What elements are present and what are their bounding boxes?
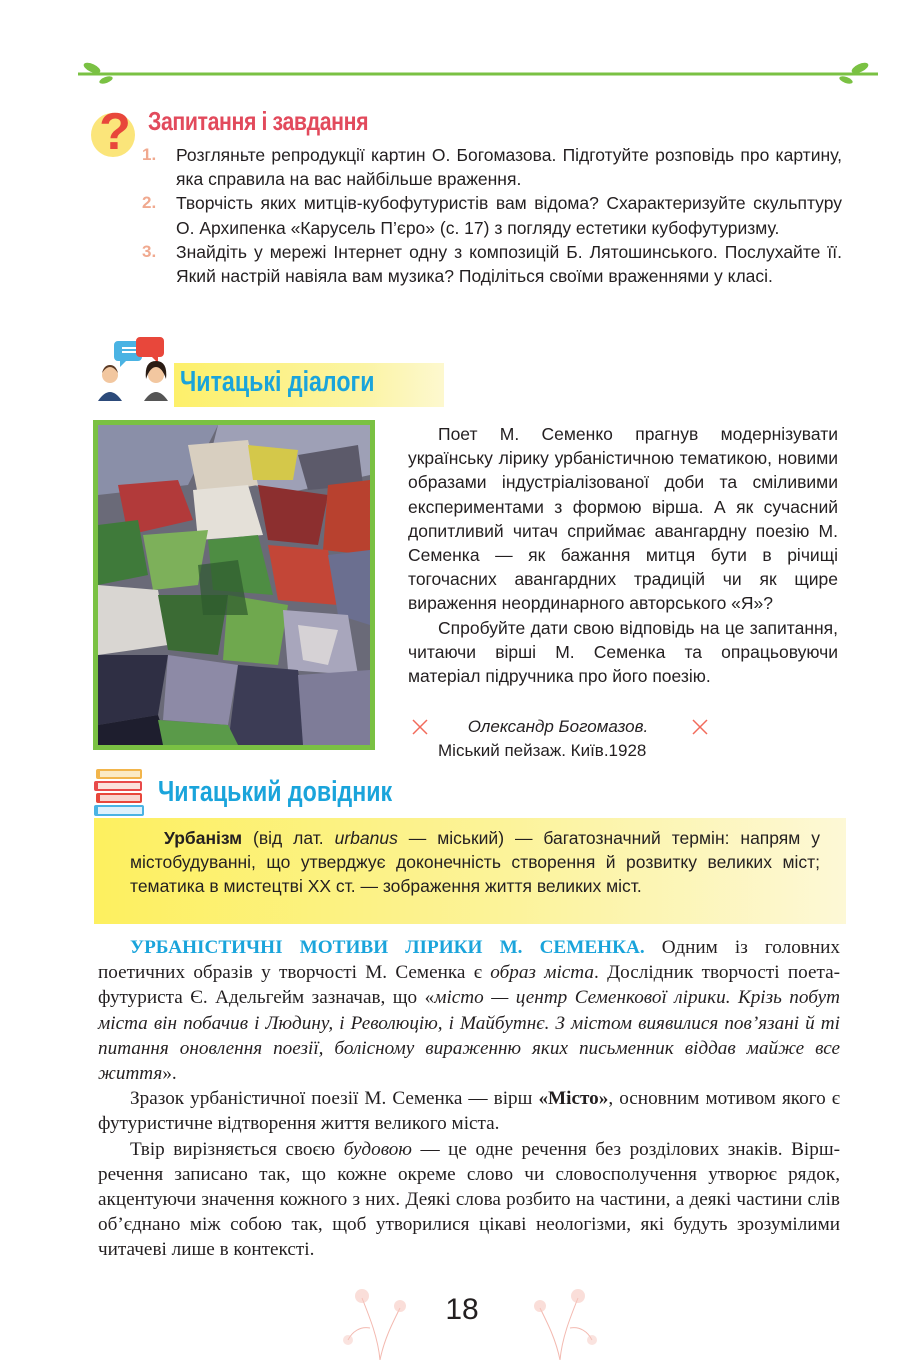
reference-text-part: (від лат. bbox=[242, 828, 335, 848]
question-item bbox=[142, 191, 842, 239]
caption-author: Олександр Богомазов. bbox=[467, 717, 649, 736]
flower-icon bbox=[340, 1268, 420, 1360]
emphasis: будовою bbox=[343, 1138, 412, 1160]
question-text: Розгляньте репродукції картин О. Богомазова. Підготуйте розповідь про картину, яка справила на вас найбільше враження. bbox=[176, 145, 842, 190]
painting-caption bbox=[408, 715, 718, 763]
dialogues-paragraph: Поет М. Семенко прагнув модернізувати українську лірику урбаністичною тематикою, новими образами індустріалізованої доби та сміливими експериментами з формою вірша. А як сучасний допитливий читач сприймає авангардну поезію М. Семенка — як бажання митця бути в річищі тогочасних авангардних традицій чи як щире вираження неординарного авторського «Я»? bbox=[408, 424, 838, 614]
cross-icon bbox=[691, 718, 709, 736]
reference-latin: urbanus bbox=[334, 828, 398, 848]
question-number: 1. bbox=[142, 145, 157, 164]
caption-title: Міський пейзаж. Київ.1928 bbox=[438, 741, 647, 760]
questions-title: Запитання і завдання bbox=[148, 106, 369, 136]
text-span: Зразок урбаністичної поезії М. Семенка — вірш bbox=[130, 1088, 539, 1110]
dialogues-title: Читацькі діалоги bbox=[180, 366, 375, 398]
question-item bbox=[142, 143, 842, 191]
quote: місто — центр Семенкової лірики. Крізь побут міста він побачив і Людину, і Революцію, і Майбутнє. З містом виявилися пов’язані й ті питання оновлення поезії, болісному вираженню яких письменник віддав майже все життя bbox=[98, 987, 840, 1085]
page-number: 18 bbox=[445, 1293, 479, 1326]
question-number: 3. bbox=[142, 241, 157, 261]
question-text: Знайдіть у мережі Інтернет одну з композицій Б. Лятошинського. Послухайте її. Який настрій навіяла вам музика? Поділіться своїми враженнями у класі. bbox=[176, 241, 842, 287]
dialogues-text bbox=[408, 422, 838, 688]
text-span: Одним із головних поетичних образів у творчості М. Семенка є bbox=[98, 937, 840, 984]
main-paragraph bbox=[98, 1086, 840, 1136]
text-span: ». bbox=[162, 1063, 177, 1085]
reference-term: Урбанізм bbox=[164, 828, 243, 848]
question-item bbox=[142, 240, 842, 288]
svg-text:?: ? bbox=[99, 103, 131, 159]
reference-text-part: — міський) — багатозначний термін: напрям у містобудуванні, що утверджує доконечність створення й розвитку великих міст; тематика в мистецтві XX ст. — зображення життя великих міст. bbox=[130, 828, 820, 897]
text-span: . Дослідник творчості поета-футуриста Є. Адельгейм зазначав, що « bbox=[98, 962, 841, 1009]
questions-list bbox=[142, 143, 842, 288]
flower-icon bbox=[520, 1268, 600, 1360]
question-number: 2. bbox=[142, 193, 157, 213]
question-text: Творчість яких митців-кубофутуристів вам відома? Схарактеризуйте скульптуру О. Архипенка «Карусель П’єро» (с. 17) з погляду естетики кубофутуризму. bbox=[176, 193, 842, 238]
reference-text bbox=[130, 826, 820, 899]
painting-image bbox=[93, 420, 375, 750]
text-span: — це одне речення без розділових знаків. Вірш-речення записано так, що кожне окреме слово чи словосполучення утворює рядок, акцентуючи значення кожного з них. Деякі слова розбито на частини, а деякі частини слів об’єднано між собою так, щоб утворилися цікаві неологізми, які будуть зрозумілими читачеві лише в контексті. bbox=[98, 1138, 840, 1261]
poem-title: «Місто» bbox=[538, 1088, 609, 1110]
emphasis: образ міста bbox=[490, 962, 594, 984]
main-text bbox=[98, 935, 840, 1263]
dialogues-paragraph: Спробуйте дати свою відповідь на це запитання, читаючи вірші М. Семенка та опрацьовуючи матеріал підручника про його поезію. bbox=[408, 617, 838, 687]
books-icon bbox=[94, 765, 146, 819]
top-vine-decoration bbox=[78, 60, 878, 90]
main-paragraph bbox=[98, 935, 840, 1086]
section-heading: УРБАНІСТИЧНІ МОТИВИ ЛІРИКИ М. СЕМЕНКА. bbox=[130, 937, 645, 958]
question-mark-icon bbox=[88, 103, 142, 159]
reference-title: Читацький довідник bbox=[158, 776, 393, 808]
main-paragraph bbox=[98, 1137, 840, 1263]
dialogue-people-icon bbox=[96, 335, 176, 401]
text-span: Твір вирізняється своєю bbox=[130, 1138, 344, 1160]
text-span: , основним мотивом якого є футуристичне відтворення життя великого міста. bbox=[98, 1088, 840, 1135]
